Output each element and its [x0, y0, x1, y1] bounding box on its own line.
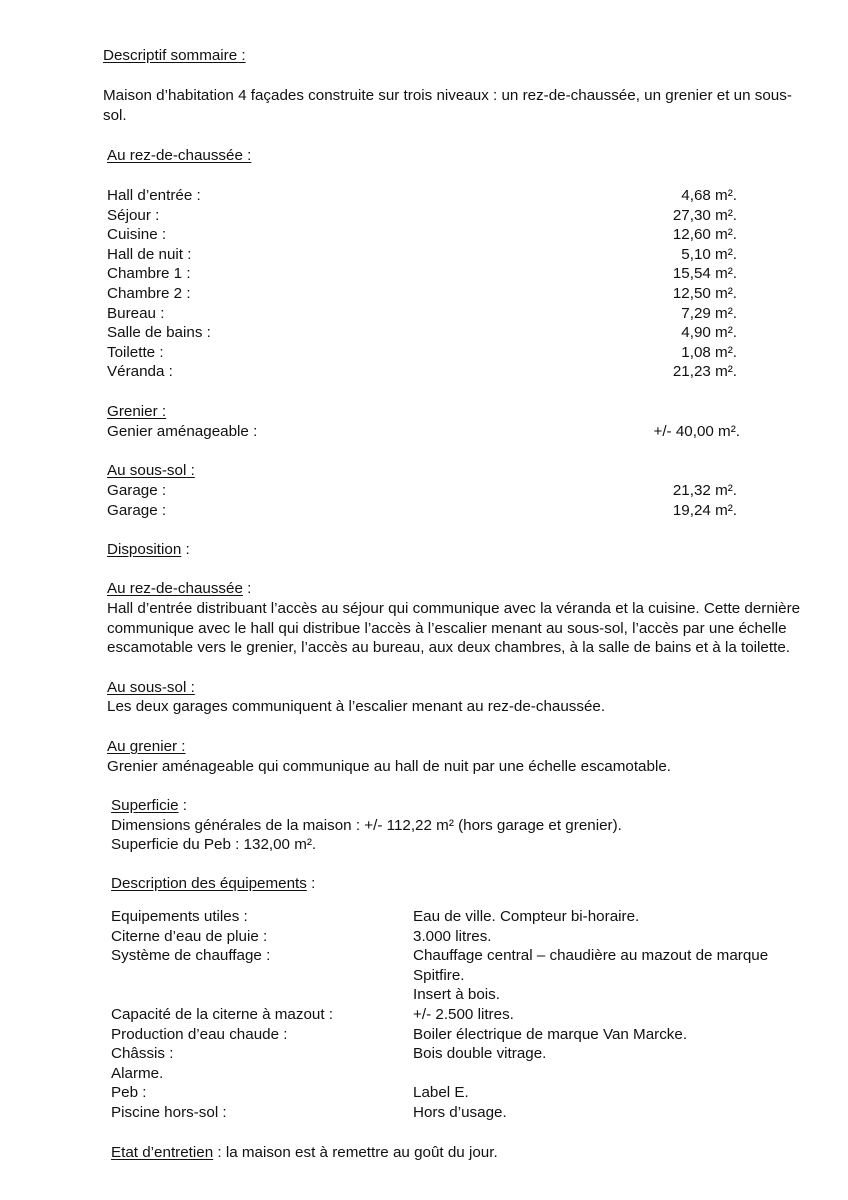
- superficie-heading: Superficie: [111, 797, 179, 814]
- equipement-row: [111, 1083, 831, 1103]
- equipement-value-line: Chauffage central – chaudière au mazout de marque: [413, 947, 769, 965]
- entretien-heading: Etat d’entretien: [111, 1144, 214, 1161]
- soussol-surfaces-heading-line: [107, 461, 195, 481]
- surface-label: Chambre 1 :: [107, 265, 191, 283]
- surface-row: [107, 481, 737, 501]
- equipement-value: [413, 1005, 831, 1025]
- surface-label: Salle de bains :: [107, 324, 211, 342]
- equipement-row: [111, 927, 831, 947]
- surface-row: [107, 422, 740, 442]
- surface-label: Garage :: [107, 482, 167, 499]
- surface-row: [107, 225, 737, 245]
- descriptif-heading-line: [103, 46, 246, 66]
- entretien-line: [111, 1143, 498, 1163]
- rdc-surfaces-heading-line: [107, 146, 251, 166]
- equipement-value-line: Hors d’usage.: [413, 1103, 507, 1121]
- surface-label: Hall d’entrée :: [107, 187, 201, 204]
- equipement-value-line: +/- 2.500 litres.: [413, 1005, 514, 1023]
- disposition-heading-line: [107, 540, 190, 560]
- superficie-heading-line: [111, 796, 187, 816]
- surface-row: [107, 501, 737, 521]
- superficie-line-2: Superficie du Peb : 132,00 m².: [111, 836, 317, 853]
- equipement-label: Capacité de la citerne à mazout :: [111, 1005, 334, 1023]
- equipement-label: Equipements utiles :: [111, 908, 248, 925]
- superficie-line-1: Dimensions générales de la maison : +/- 112,22 m² (hors garage et grenier).: [111, 817, 622, 834]
- soussol-surfaces-heading: Au sous-sol: [107, 462, 187, 479]
- equipement-label: Piscine hors-sol :: [111, 1103, 227, 1121]
- equipement-row: [111, 1103, 831, 1123]
- rdc-surfaces-heading: Au rez-de-chaussée: [107, 147, 243, 164]
- equipement-row: [111, 907, 831, 927]
- surface-label: Garage :: [107, 501, 167, 519]
- equipement-label: Peb :: [111, 1084, 147, 1102]
- disposition-rdc-heading: Au rez-de-chaussée: [107, 580, 243, 597]
- equipement-value: [413, 946, 831, 1005]
- surface-value: 21,23 m².: [672, 363, 737, 381]
- disposition-soussol-heading: Au sous-sol :: [107, 679, 195, 696]
- disposition-grenier-heading: Au grenier :: [107, 738, 186, 755]
- equipement-label: Châssis :: [111, 1045, 174, 1063]
- equipements-table: [111, 907, 831, 1123]
- surface-row: [107, 284, 737, 304]
- disposition-heading-suffix: :: [181, 541, 190, 558]
- disposition-rdc-heading-suffix: :: [242, 580, 252, 597]
- surface-value: 5,10 m².: [681, 245, 737, 263]
- descriptif-heading-suffix: :: [237, 47, 246, 64]
- surface-value: 27,30 m².: [672, 206, 737, 224]
- equipement-row: [111, 1025, 831, 1045]
- equipement-value-line: Insert à bois.: [413, 986, 500, 1004]
- disposition-grenier-text: Grenier aménageable qui communique au hall de nuit par une échelle escamotable.: [107, 758, 671, 775]
- equipement-value-line: Eau de ville. Compteur bi-horaire.: [413, 908, 640, 925]
- equipement-label: Citerne d’eau de pluie :: [111, 927, 268, 945]
- surface-label: Véranda :: [107, 363, 173, 381]
- equipement-value: [413, 927, 831, 947]
- rdc-surface-table: [107, 186, 737, 382]
- surface-row: [107, 206, 737, 226]
- surface-value: 1,08 m².: [681, 343, 737, 361]
- equipement-row: [111, 1044, 831, 1064]
- equipement-value-line: 3.000 litres.: [413, 927, 492, 945]
- surface-label: Toilette :: [107, 343, 164, 361]
- surface-label: Séjour :: [107, 206, 160, 224]
- surface-row: [107, 323, 737, 343]
- surface-value: 15,54 m².: [672, 265, 737, 283]
- surface-label: Chambre 2 :: [107, 284, 191, 302]
- surface-label: Bureau :: [107, 304, 165, 322]
- surface-row: [107, 186, 737, 206]
- surface-label: Genier aménageable :: [107, 423, 258, 440]
- entretien-text: : la maison est à remettre au goût du jour.: [213, 1144, 498, 1161]
- surface-value: 21,32 m².: [672, 482, 737, 499]
- descriptif-intro: Maison d’habitation 4 façades construite sur trois niveaux : un rez-de-chaussée, un grenier et un sous-sol.: [103, 87, 792, 124]
- equipement-row: [111, 1064, 831, 1084]
- equipement-value: [413, 1025, 831, 1045]
- disposition-soussol-text: Les deux garages communiquent à l’escalier menant au rez-de-chaussée.: [107, 698, 606, 715]
- surface-row: [107, 362, 737, 382]
- soussol-surfaces-heading-suffix: :: [186, 462, 195, 479]
- grenier-surface-table: [107, 422, 740, 442]
- equipements-heading-line: [111, 874, 315, 894]
- disposition-heading: Disposition: [107, 541, 182, 558]
- surface-row: [107, 245, 737, 265]
- rdc-surfaces-heading-suffix: :: [242, 147, 252, 164]
- equipement-value: [413, 1083, 831, 1103]
- surface-value: +/- 40,00 m².: [653, 423, 740, 440]
- grenier-surfaces-heading: Grenier :: [107, 403, 167, 420]
- equipement-value: [413, 1044, 831, 1064]
- descriptif-heading: Descriptif sommaire: [103, 47, 238, 64]
- surface-label: Hall de nuit :: [107, 245, 192, 263]
- equipement-value-line: Label E.: [413, 1084, 469, 1102]
- equipement-value-line: Spitfire.: [413, 966, 465, 984]
- surface-row: [107, 343, 737, 363]
- disposition-rdc-heading-line: [107, 579, 251, 599]
- disposition-rdc-text: Hall d’entrée distribuant l’accès au séjour qui communique avec la véranda et la cuisine. Cette dernière communique avec le hall qui distribue l’accès à l’escalier menant au sous-sol, l’accès par une échelle escamotable vers le grenier, l’accès au bureau, aux deux chambres, à la salle de bains et à la toilette.: [107, 600, 801, 657]
- equipement-value: [413, 1103, 831, 1123]
- equipement-label: Alarme.: [111, 1064, 164, 1082]
- equipement-value: [413, 1064, 831, 1084]
- equipement-value-line: Bois double vitrage.: [413, 1045, 547, 1063]
- equipements-heading: Description des équipements: [111, 875, 307, 892]
- surface-row: [107, 304, 737, 324]
- surface-value: 7,29 m².: [681, 304, 737, 322]
- soussol-surface-table: [107, 481, 737, 520]
- surface-value: 12,60 m².: [672, 226, 737, 244]
- surface-value: 4,68 m².: [681, 187, 737, 204]
- superficie-heading-suffix: :: [178, 797, 187, 814]
- equipements-heading-suffix: :: [306, 875, 316, 892]
- surface-value: 4,90 m².: [681, 324, 737, 342]
- equipement-value-line: Boiler électrique de marque Van Marcke.: [413, 1025, 688, 1043]
- equipement-row: [111, 1005, 831, 1025]
- surface-value: 19,24 m².: [672, 501, 737, 519]
- equipement-label: Production d’eau chaude :: [111, 1025, 288, 1043]
- surface-label: Cuisine :: [107, 226, 167, 244]
- surface-row: [107, 264, 737, 284]
- surface-value: 12,50 m².: [672, 284, 737, 302]
- equipement-value: [413, 907, 831, 927]
- equipement-label: Système de chauffage :: [111, 947, 271, 965]
- equipement-row: [111, 946, 831, 1005]
